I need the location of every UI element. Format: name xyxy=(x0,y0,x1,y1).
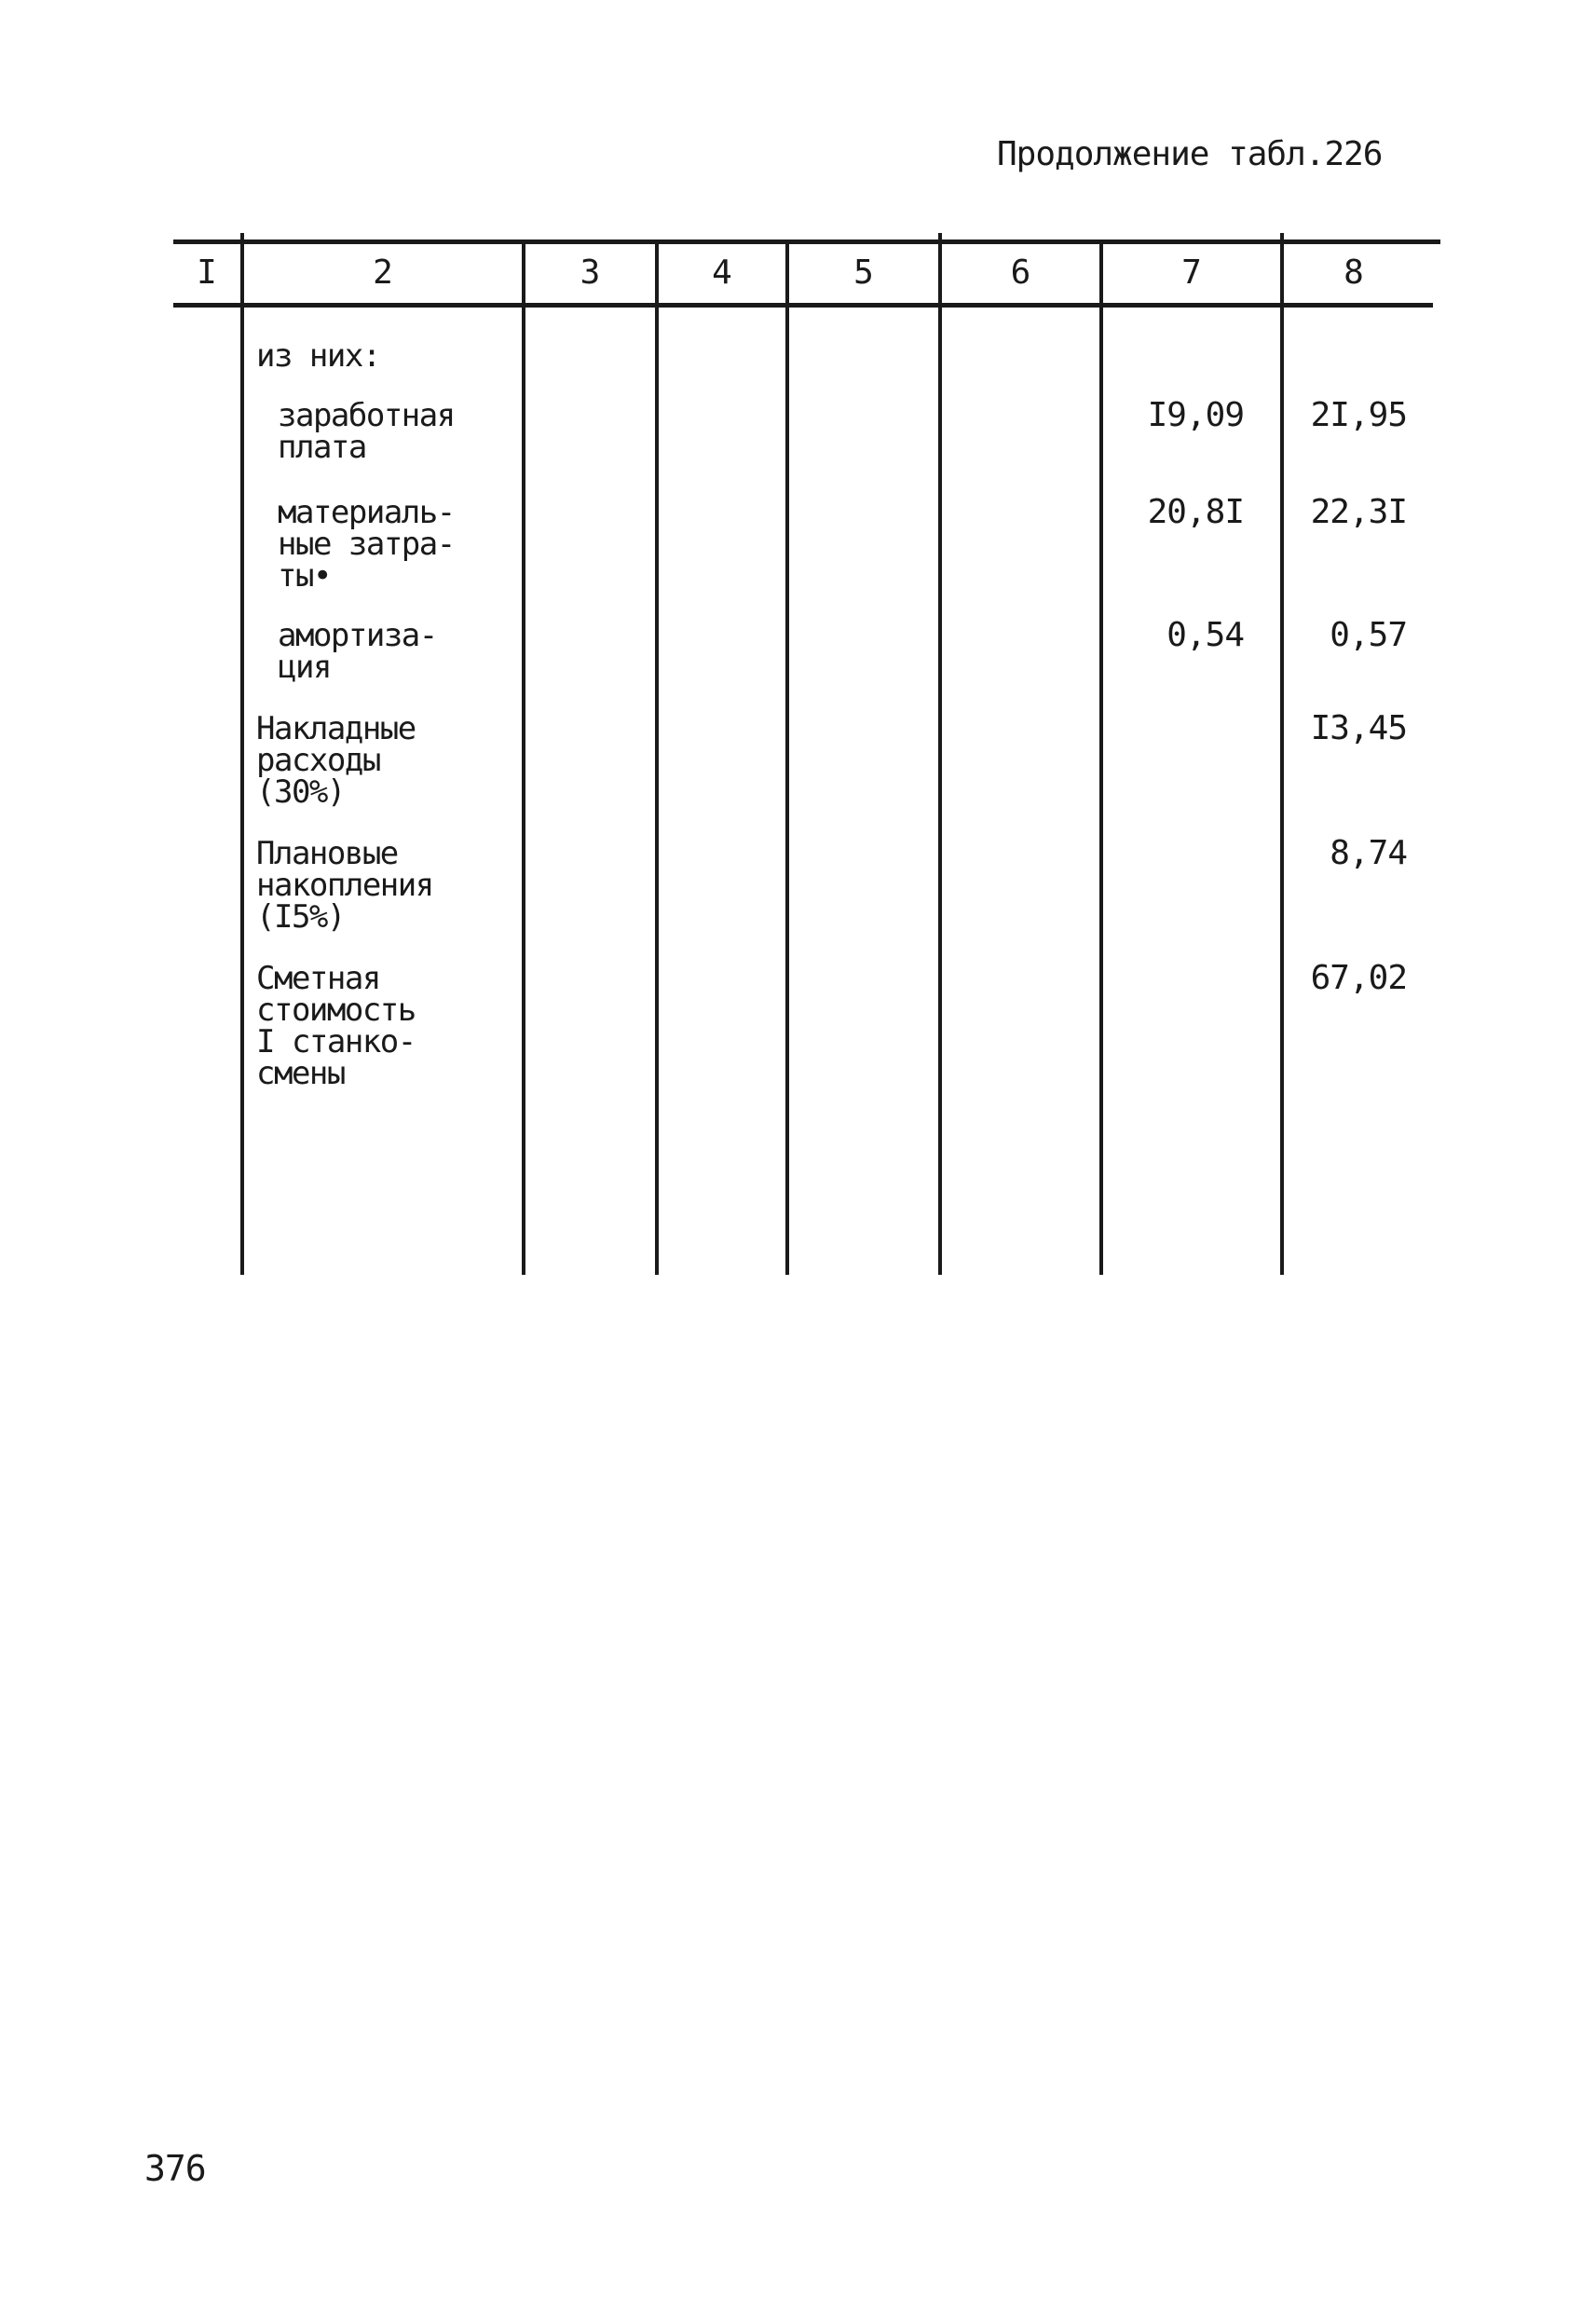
table-body xyxy=(0,337,1596,1112)
row-label: амортиза- ция xyxy=(278,617,437,686)
page-number: 376 xyxy=(144,2148,206,2189)
row-label: Накладные расходы (30%) xyxy=(256,710,416,811)
cell-col8: 2I,95 xyxy=(1310,396,1407,434)
cell-col7: 0,54 xyxy=(1166,616,1244,654)
cell-col8: I3,45 xyxy=(1310,709,1407,747)
cell-col8: 0,57 xyxy=(1330,616,1407,654)
table-row xyxy=(0,959,1596,1092)
column-header-4: 4 xyxy=(712,253,732,292)
cell-col7: I9,09 xyxy=(1147,396,1244,434)
cell-col7: 20,8I xyxy=(1147,493,1244,531)
table-header-rule xyxy=(173,303,1433,308)
table-continuation-caption: Продолжение табл.226 xyxy=(997,135,1383,173)
column-header-1: I xyxy=(197,253,217,292)
column-header-5: 5 xyxy=(853,253,874,292)
row-label: заработная плата xyxy=(278,397,455,466)
table-row xyxy=(0,396,1596,466)
column-header-2: 2 xyxy=(373,253,393,292)
column-header-7: 7 xyxy=(1181,253,1202,292)
table-row xyxy=(0,493,1596,595)
row-label: Сметная стоимость I станко- смены xyxy=(256,960,416,1092)
row-label: материаль- ные затра- ты• xyxy=(278,494,455,595)
cell-col8: 67,02 xyxy=(1310,959,1407,997)
table-row xyxy=(0,616,1596,686)
column-header-3: 3 xyxy=(580,253,601,292)
cell-col8: 8,74 xyxy=(1330,834,1407,872)
table-row xyxy=(0,834,1596,936)
table-top-rule xyxy=(173,239,1440,244)
table-row xyxy=(0,709,1596,811)
cell-col8: 22,3I xyxy=(1310,493,1407,531)
table-row xyxy=(0,337,1596,375)
row-label: из них: xyxy=(256,337,380,375)
row-label: Плановые накопления (I5%) xyxy=(256,835,433,936)
column-header-6: 6 xyxy=(1010,253,1031,292)
column-header-8: 8 xyxy=(1344,253,1364,292)
